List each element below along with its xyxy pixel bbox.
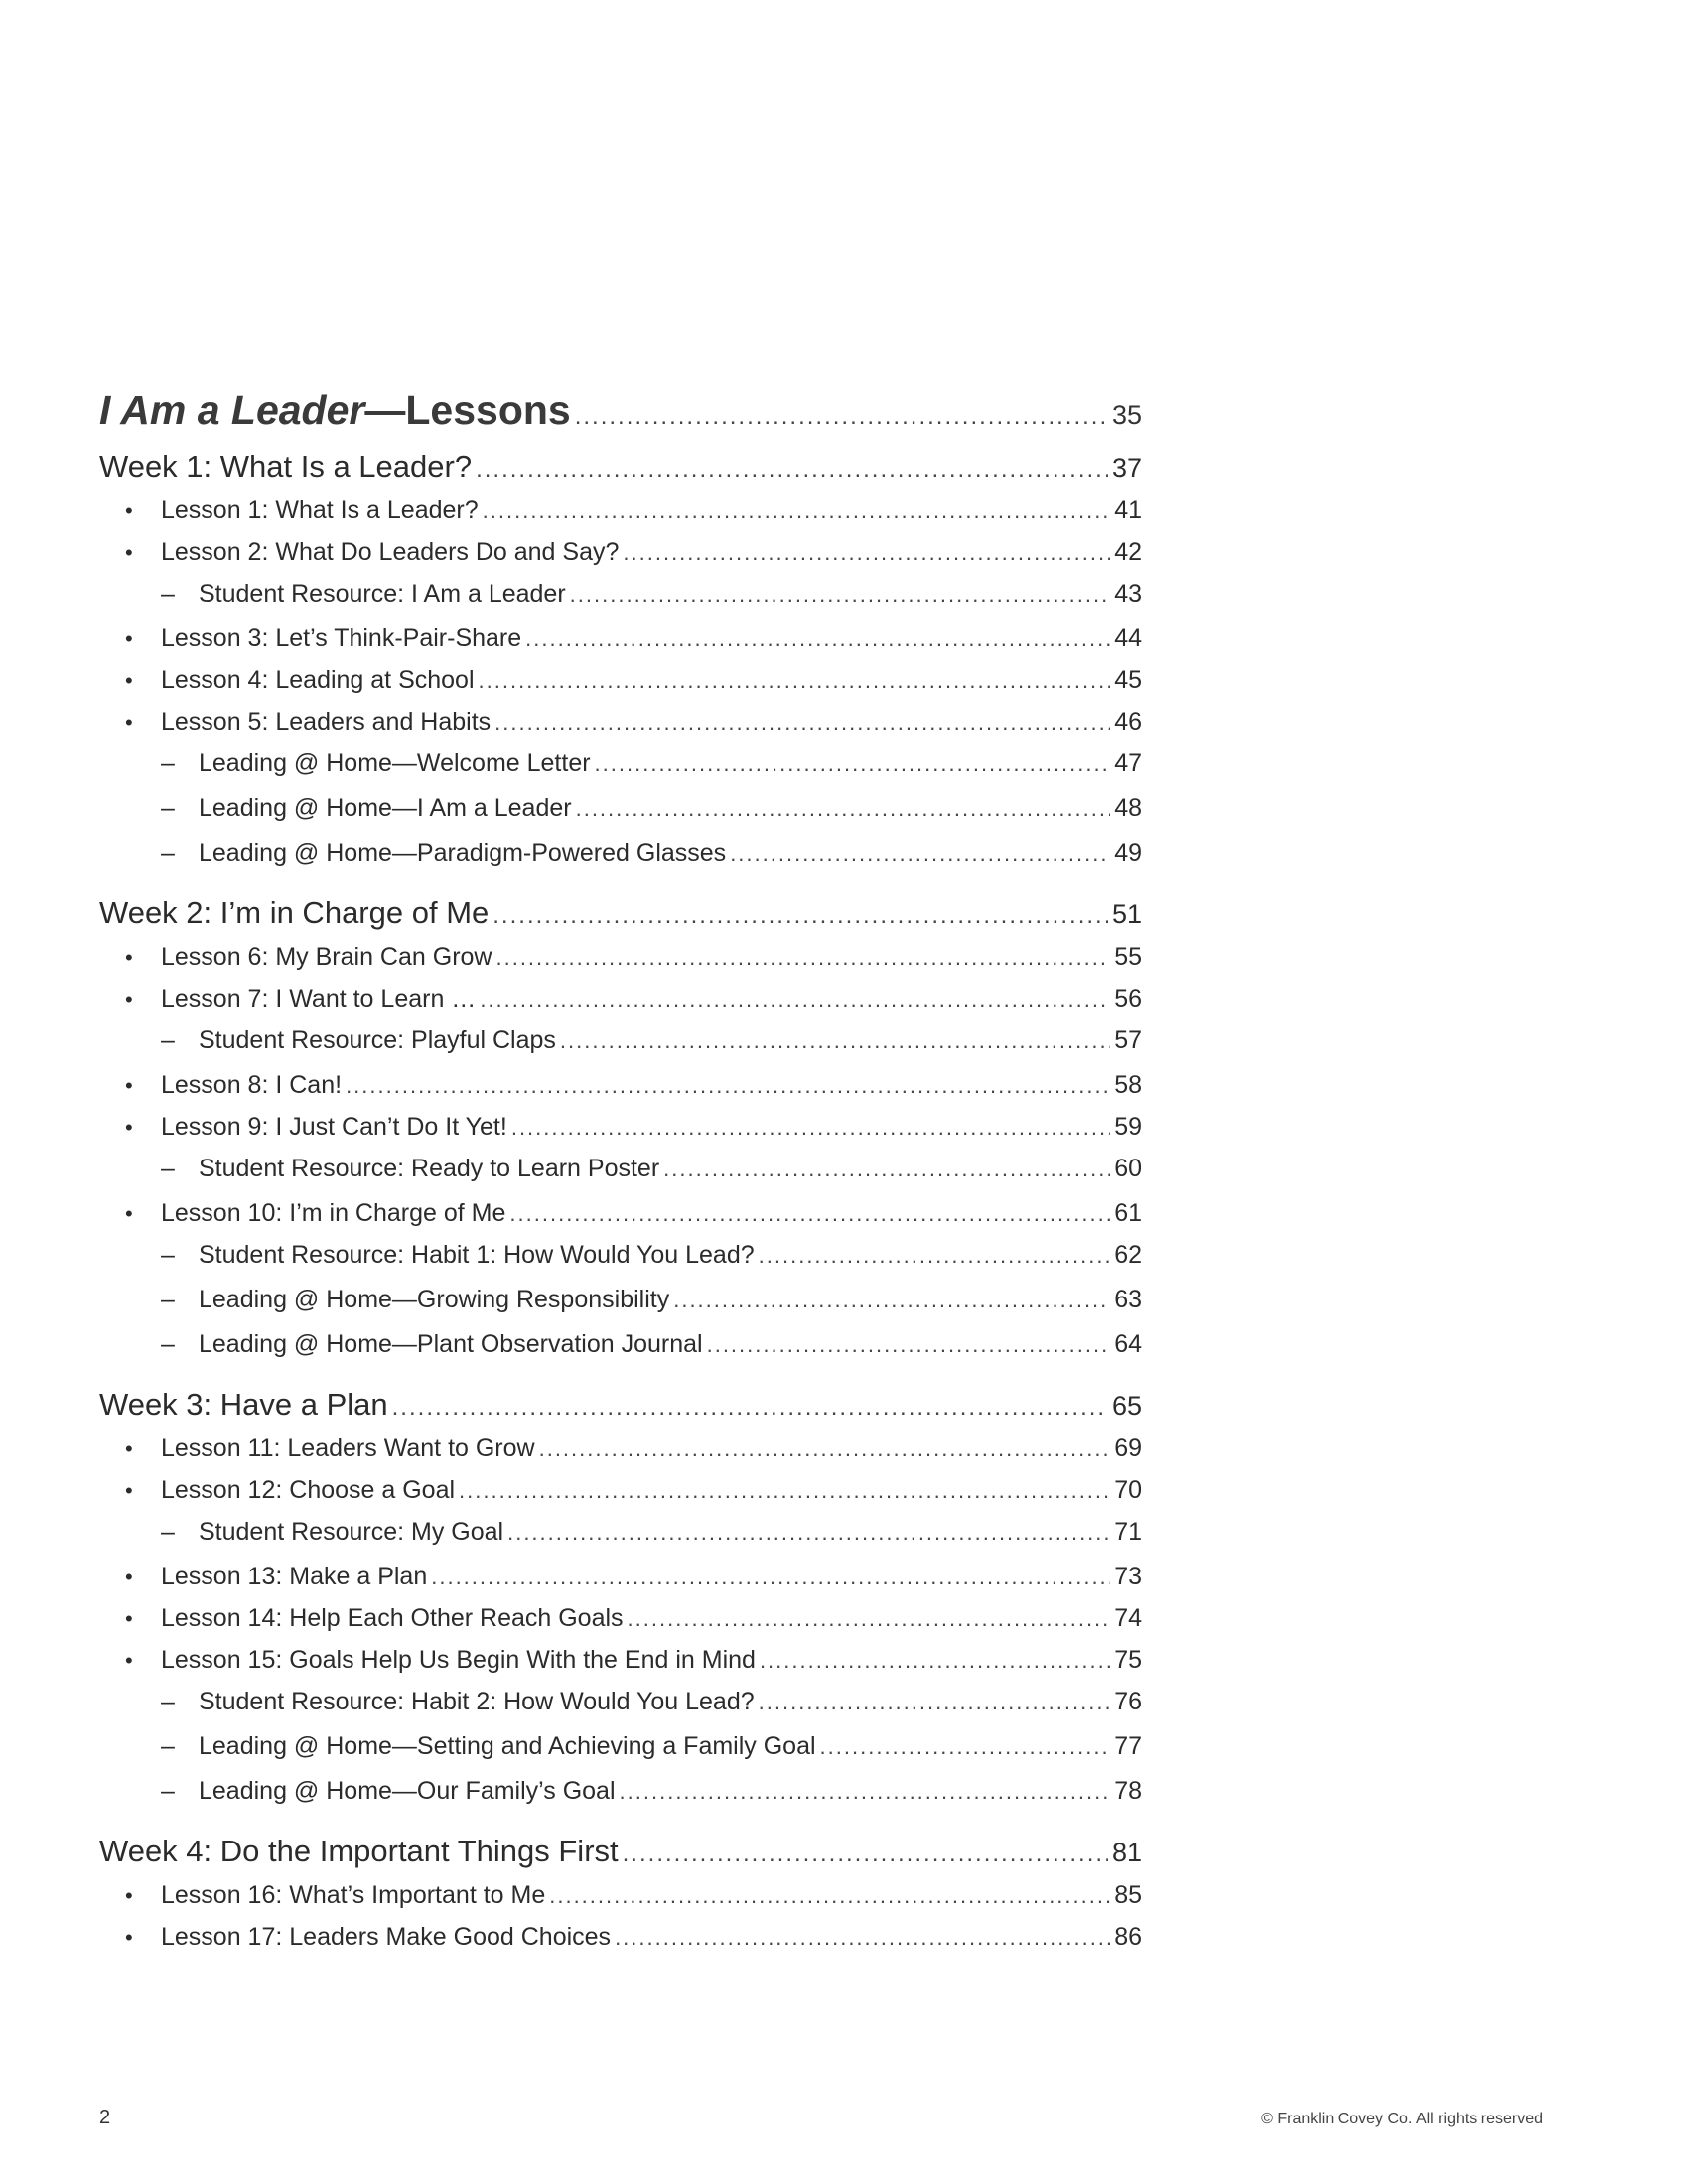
dot-leader — [673, 1288, 1110, 1313]
dot-leader — [760, 1648, 1110, 1674]
entry-label: Student Resource: Ready to Learn Poster — [199, 1155, 660, 1182]
resource-entry — [99, 1777, 1142, 1822]
entry-label: Lesson 1: What Is a Leader? — [161, 496, 479, 524]
dash-icon: – — [161, 1518, 175, 1546]
week-page: 81 — [1111, 1838, 1142, 1867]
entry-page: 55 — [1114, 943, 1142, 971]
dot-leader — [623, 1841, 1108, 1868]
entry-page: 61 — [1114, 1199, 1142, 1227]
dot-leader — [575, 403, 1108, 431]
bullet-icon: • — [125, 1883, 133, 1908]
entry-page: 78 — [1114, 1777, 1142, 1805]
entry-page: 73 — [1114, 1563, 1142, 1590]
dot-leader — [479, 668, 1111, 694]
bullet-icon: • — [125, 945, 133, 970]
dot-leader — [494, 710, 1110, 736]
dash-icon: – — [161, 1732, 175, 1760]
bullet-icon: • — [125, 626, 133, 651]
entry-page: 59 — [1114, 1113, 1142, 1141]
entry-label: Lesson 11: Leaders Want to Grow — [161, 1434, 535, 1462]
lesson-entry — [99, 1881, 1142, 1923]
week-heading — [99, 1387, 1142, 1434]
entry-page: 48 — [1114, 794, 1142, 822]
week-page: 37 — [1111, 453, 1142, 482]
lesson-entry — [99, 1199, 1142, 1241]
lesson-entry — [99, 1071, 1142, 1113]
lesson-entry — [99, 1604, 1142, 1646]
page-number: 2 — [99, 2107, 111, 2128]
entry-label: Student Resource: Habit 1: How Would You Lead? — [199, 1241, 755, 1269]
entry-label: Student Resource: Habit 2: How Would You Lead? — [199, 1688, 755, 1715]
entry-page: 64 — [1114, 1330, 1142, 1358]
lesson-entry — [99, 985, 1142, 1026]
dot-leader — [576, 796, 1111, 822]
entry-label: Lesson 3: Let’s Think-Pair-Share — [161, 624, 522, 652]
week-label: Week 3: Have a Plan — [99, 1387, 388, 1422]
resource-entry — [99, 1688, 1142, 1732]
bullet-icon: • — [125, 1648, 133, 1673]
dot-leader — [525, 626, 1110, 652]
dot-leader — [511, 1115, 1110, 1141]
dash-icon: – — [161, 1777, 175, 1805]
lesson-entry — [99, 538, 1142, 580]
entry-page: 71 — [1114, 1518, 1142, 1546]
entry-label: Lesson 10: I’m in Charge of Me — [161, 1199, 506, 1227]
toc-title — [99, 387, 1142, 449]
entry-page: 43 — [1114, 580, 1142, 608]
dot-leader — [476, 456, 1108, 483]
dot-leader — [509, 1201, 1110, 1227]
dot-leader — [820, 1734, 1111, 1760]
dot-leader — [431, 1565, 1110, 1590]
resource-entry — [99, 750, 1142, 794]
dot-leader — [346, 1073, 1110, 1099]
bullet-icon: • — [125, 540, 133, 565]
dot-leader — [539, 1436, 1111, 1462]
entry-page: 58 — [1114, 1071, 1142, 1099]
bullet-icon: • — [125, 668, 133, 693]
dot-leader — [615, 1925, 1110, 1951]
lesson-entry — [99, 1434, 1142, 1476]
lesson-entry — [99, 624, 1142, 666]
dot-leader — [560, 1028, 1110, 1054]
week-label: Week 1: What Is a Leader? — [99, 449, 473, 483]
week-page: 51 — [1111, 899, 1142, 929]
entry-label: Lesson 15: Goals Help Us Begin With the End in Mind — [161, 1646, 756, 1674]
dot-leader — [507, 1520, 1110, 1546]
bullet-icon: • — [125, 1925, 133, 1950]
entry-label: Lesson 14: Help Each Other Reach Goals — [161, 1604, 624, 1632]
dash-icon: – — [161, 794, 175, 822]
entry-page: 44 — [1114, 624, 1142, 652]
bullet-icon: • — [125, 1115, 133, 1140]
entry-page: 56 — [1114, 985, 1142, 1013]
week-heading — [99, 449, 1142, 496]
resource-entry — [99, 1286, 1142, 1330]
week-page: 65 — [1111, 1391, 1142, 1421]
entry-label: Leading @ Home—Plant Observation Journal — [199, 1330, 703, 1358]
entry-label: Lesson 16: What’s Important to Me — [161, 1881, 546, 1909]
bullet-icon: • — [125, 1073, 133, 1098]
entry-label: Leading @ Home—Welcome Letter — [199, 750, 591, 777]
entry-page: 62 — [1114, 1241, 1142, 1269]
entry-label: Student Resource: I Am a Leader — [199, 580, 566, 608]
lesson-entry — [99, 1476, 1142, 1518]
entry-label: Lesson 12: Choose a Goal — [161, 1476, 456, 1504]
bullet-icon: • — [125, 1201, 133, 1226]
week-heading — [99, 1834, 1142, 1881]
resource-entry — [99, 1155, 1142, 1199]
resource-entry — [99, 1732, 1142, 1777]
dot-leader — [595, 751, 1111, 777]
entry-label: Student Resource: Playful Claps — [199, 1026, 556, 1054]
dash-icon: – — [161, 1286, 175, 1313]
lesson-entry — [99, 496, 1142, 538]
entry-label: Lesson 7: I Want to Learn … — [161, 985, 477, 1013]
lesson-entry — [99, 666, 1142, 708]
weeks-list — [99, 449, 1142, 1965]
entry-page: 77 — [1114, 1732, 1142, 1760]
dot-leader — [480, 987, 1110, 1013]
dash-icon: – — [161, 1330, 175, 1358]
dot-leader — [620, 1779, 1111, 1805]
entry-label: Lesson 8: I Can! — [161, 1071, 343, 1099]
dash-icon: – — [161, 1688, 175, 1715]
dot-leader — [730, 841, 1110, 867]
lesson-entry — [99, 943, 1142, 985]
entry-label: Lesson 4: Leading at School — [161, 666, 475, 694]
resource-entry — [99, 794, 1142, 839]
dot-leader — [392, 1394, 1108, 1422]
entry-label: Leading @ Home—I Am a Leader — [199, 794, 572, 822]
lesson-entry — [99, 1113, 1142, 1155]
entry-page: 57 — [1114, 1026, 1142, 1054]
entry-label: Lesson 9: I Just Can’t Do It Yet! — [161, 1113, 507, 1141]
resource-entry — [99, 1026, 1142, 1071]
dash-icon: – — [161, 1241, 175, 1269]
table-of-contents — [99, 387, 1142, 1965]
dot-leader — [663, 1157, 1110, 1182]
entry-page: 85 — [1114, 1881, 1142, 1909]
bullet-icon: • — [125, 498, 133, 523]
dash-icon: – — [161, 839, 175, 867]
entry-page: 86 — [1114, 1923, 1142, 1951]
resource-entry — [99, 1330, 1142, 1375]
week-label: Week 2: I’m in Charge of Me — [99, 895, 490, 930]
entry-page: 41 — [1114, 496, 1142, 524]
bullet-icon: • — [125, 710, 133, 735]
entry-page: 63 — [1114, 1286, 1142, 1313]
toc-title-page: 35 — [1111, 400, 1142, 430]
dot-leader — [549, 1883, 1110, 1909]
entry-page: 49 — [1114, 839, 1142, 867]
week-label: Week 4: Do the Important Things First — [99, 1834, 619, 1868]
entry-label: Leading @ Home—Paradigm-Powered Glasses — [199, 839, 727, 867]
entry-page: 76 — [1114, 1688, 1142, 1715]
lesson-entry — [99, 1923, 1142, 1965]
entry-page: 47 — [1114, 750, 1142, 777]
bullet-icon: • — [125, 1565, 133, 1589]
entry-page: 74 — [1114, 1604, 1142, 1632]
toc-title-label: I Am a Leader—Lessons — [99, 387, 571, 433]
entry-label: Lesson 17: Leaders Make Good Choices — [161, 1923, 612, 1951]
entry-label: Leading @ Home—Setting and Achieving a Family Goal — [199, 1732, 816, 1760]
bullet-icon: • — [125, 1436, 133, 1461]
dot-leader — [570, 582, 1111, 608]
dash-icon: – — [161, 750, 175, 777]
dot-leader — [759, 1690, 1111, 1715]
resource-entry — [99, 1518, 1142, 1563]
entry-page: 60 — [1114, 1155, 1142, 1182]
entry-page: 42 — [1114, 538, 1142, 566]
resource-entry — [99, 580, 1142, 624]
resource-entry — [99, 1241, 1142, 1286]
bullet-icon: • — [125, 1606, 133, 1631]
copyright-notice: © Franklin Covey Co. All rights reserved — [1261, 2111, 1543, 2127]
lesson-entry — [99, 708, 1142, 750]
entry-page: 75 — [1114, 1646, 1142, 1674]
entry-label: Student Resource: My Goal — [199, 1518, 504, 1546]
dash-icon: – — [161, 580, 175, 608]
dot-leader — [628, 1606, 1111, 1632]
entry-page: 70 — [1114, 1476, 1142, 1504]
entry-page: 45 — [1114, 666, 1142, 694]
entry-label: Lesson 6: My Brain Can Grow — [161, 943, 492, 971]
entry-label: Leading @ Home—Growing Responsibility — [199, 1286, 670, 1313]
entry-page: 69 — [1114, 1434, 1142, 1462]
entry-label: Leading @ Home—Our Family’s Goal — [199, 1777, 616, 1805]
week-heading — [99, 895, 1142, 943]
entry-page: 46 — [1114, 708, 1142, 736]
dot-leader — [483, 498, 1111, 524]
lesson-entry — [99, 1646, 1142, 1688]
lesson-entry — [99, 1563, 1142, 1604]
dot-leader — [492, 902, 1108, 930]
entry-label: Lesson 13: Make a Plan — [161, 1563, 428, 1590]
dash-icon: – — [161, 1026, 175, 1054]
dot-leader — [759, 1243, 1111, 1269]
entry-label: Lesson 5: Leaders and Habits — [161, 708, 492, 736]
resource-entry — [99, 839, 1142, 884]
dot-leader — [495, 945, 1110, 971]
bullet-icon: • — [125, 987, 133, 1012]
bullet-icon: • — [125, 1478, 133, 1503]
entry-label: Lesson 2: What Do Leaders Do and Say? — [161, 538, 620, 566]
dot-leader — [459, 1478, 1110, 1504]
dot-leader — [623, 540, 1110, 566]
dash-icon: – — [161, 1155, 175, 1182]
dot-leader — [707, 1332, 1111, 1358]
